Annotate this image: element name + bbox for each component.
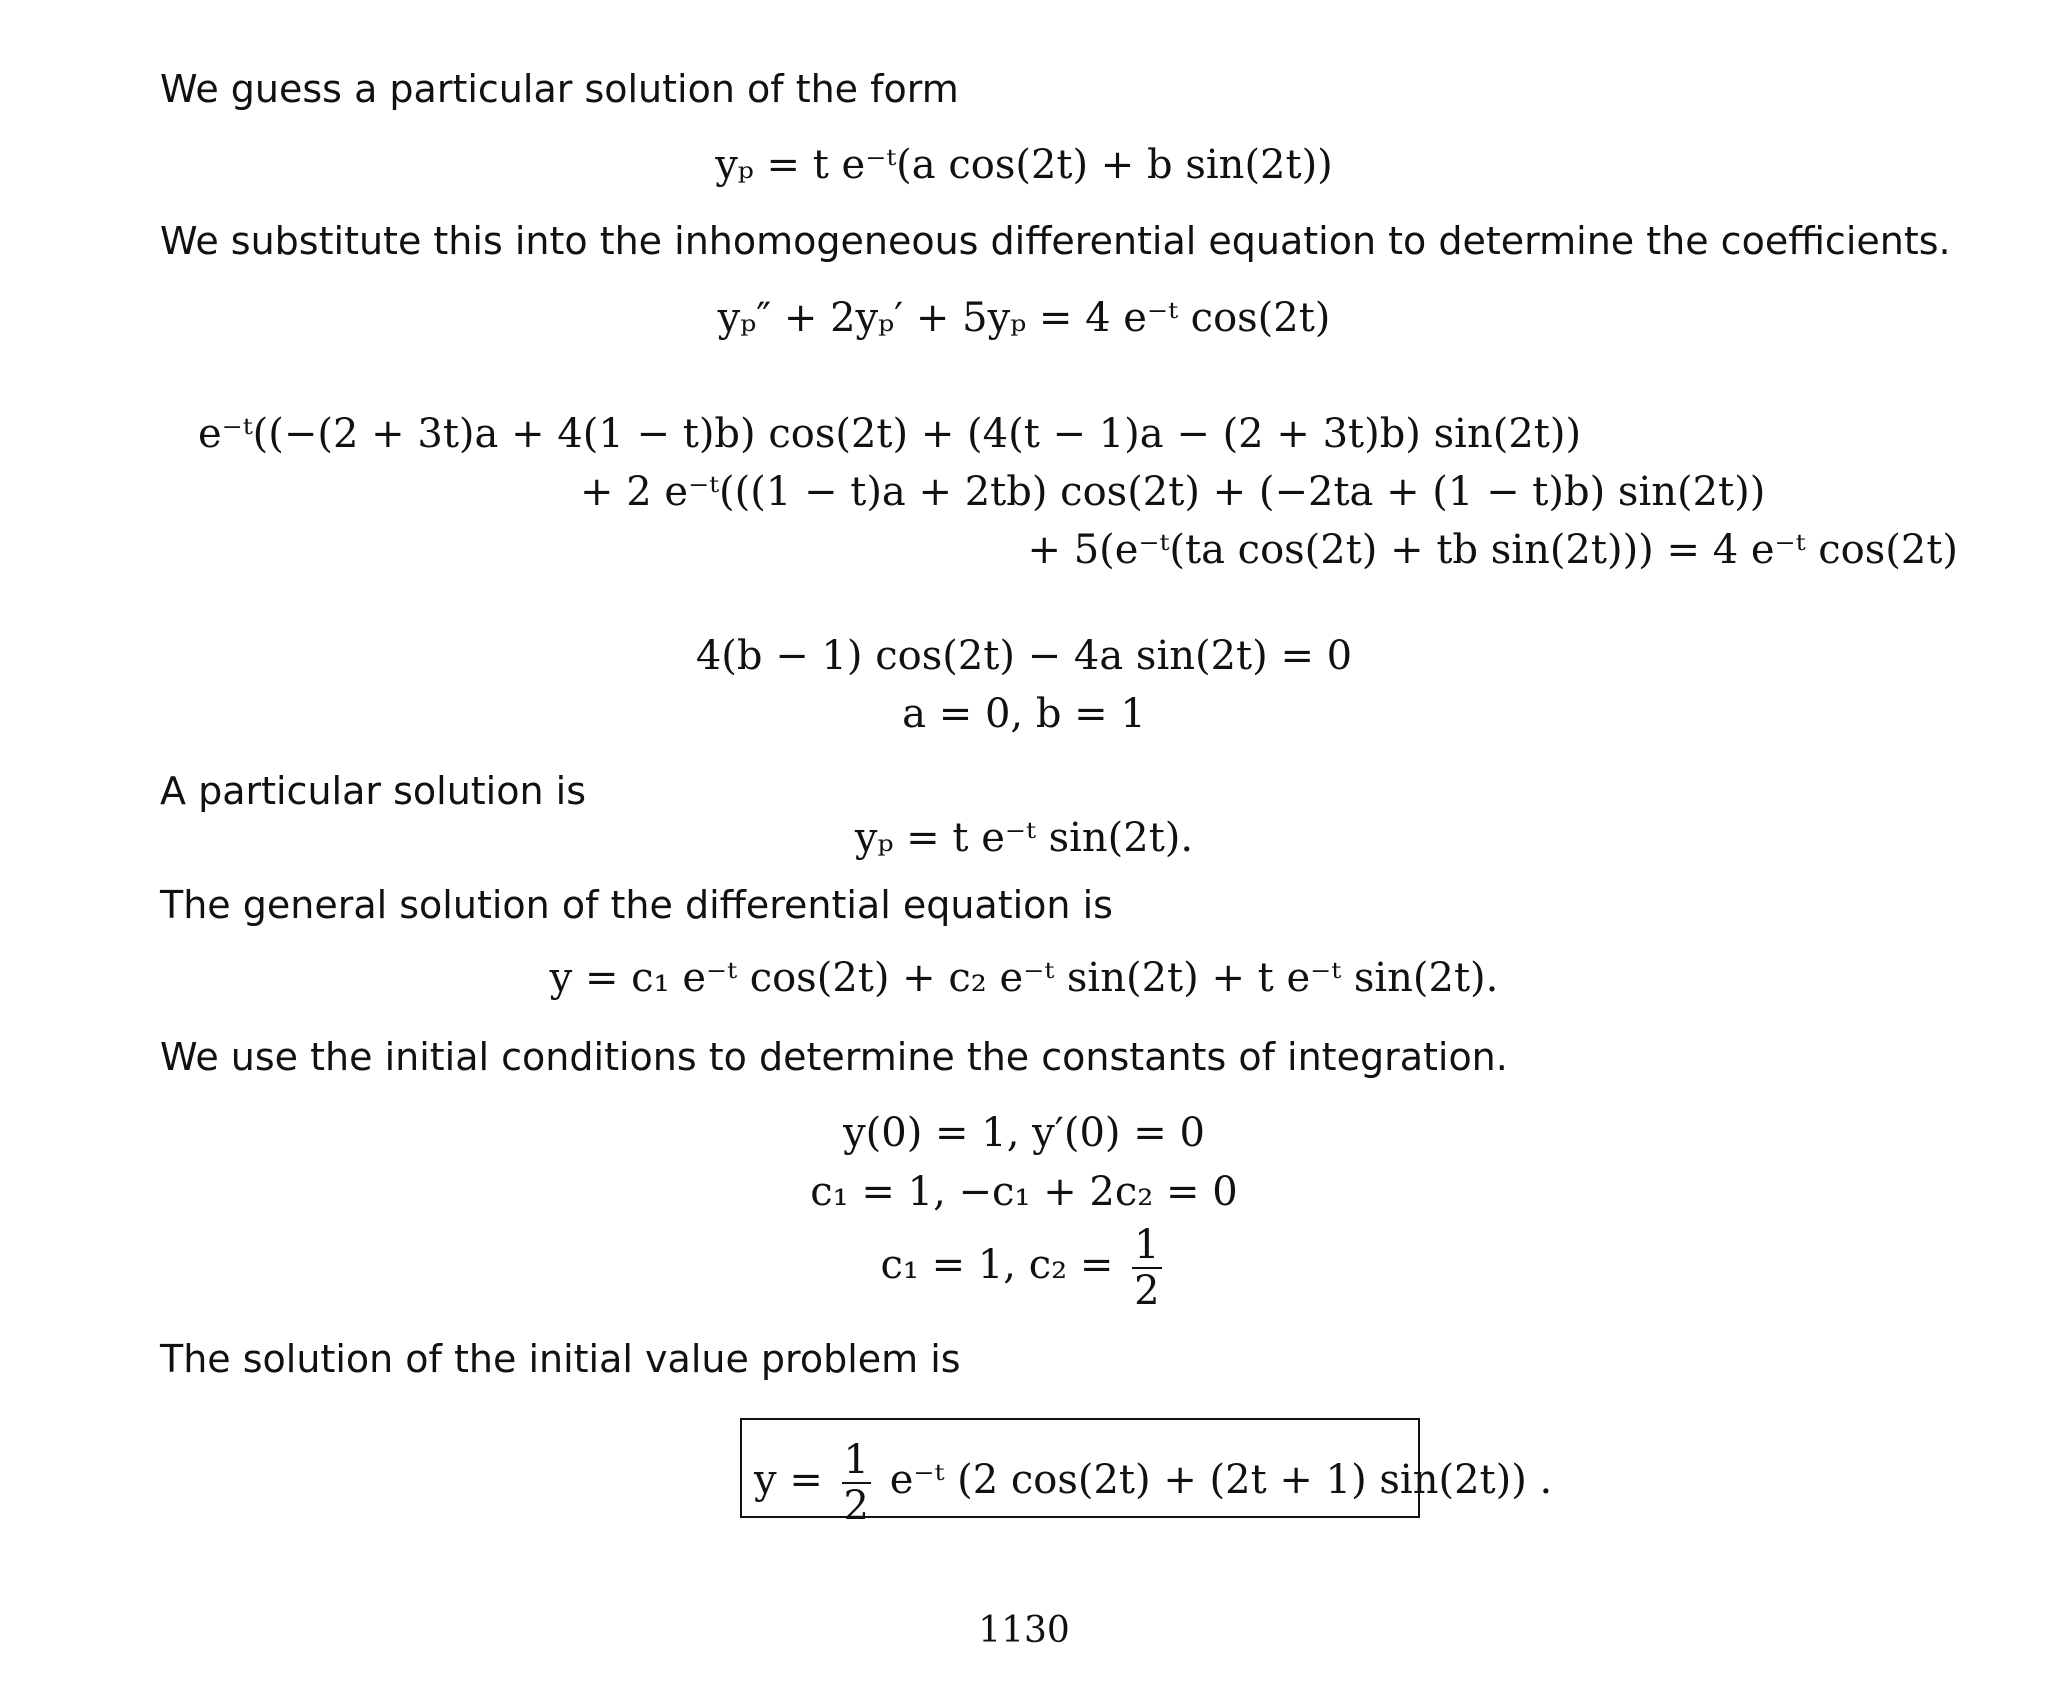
equation-general-solution: y = c₁ e⁻ᵗ cos(2t) + c₂ e⁻ᵗ sin(2t) + t e⁻ᵗ sin(2t). bbox=[549, 955, 1499, 1001]
final-right: e⁻ᵗ (2 cos(2t) + (2t + 1) sin(2t)) . bbox=[889, 1457, 1553, 1503]
equation-final-solution bbox=[754, 1437, 1553, 1529]
equation-guess-form: yₚ = t e⁻ᵗ(a cos(2t) + b sin(2t)) bbox=[715, 142, 1333, 188]
equation-initial-conditions: y(0) = 1, y′(0) = 0 bbox=[843, 1110, 1205, 1156]
final-fraction-denominator: 2 bbox=[843, 1483, 869, 1529]
paragraph-initial-conditions: We use the initial conditions to determine the constants of integration. bbox=[160, 1035, 1508, 1079]
equation-coefficient-values: a = 0, b = 1 bbox=[902, 691, 1146, 737]
paragraph-particular: A particular solution is bbox=[160, 769, 586, 813]
final-fraction-numerator: 1 bbox=[843, 1437, 869, 1483]
equation-constants-values bbox=[0, 1222, 2048, 1314]
equation-ode: yₚ″ + 2yₚ′ + 5yₚ = 4 e⁻ᵗ cos(2t) bbox=[717, 295, 1331, 341]
equation-constants-system: c₁ = 1, −c₁ + 2c₂ = 0 bbox=[810, 1169, 1238, 1215]
equation-particular-solution: yₚ = t e⁻ᵗ sin(2t). bbox=[854, 815, 1194, 861]
final-left: y = bbox=[754, 1457, 823, 1503]
fraction-numerator: 1 bbox=[1134, 1222, 1160, 1268]
equation-substitution-line-2: + 2 e⁻ᵗ(((1 − t)a + 2tb) cos(2t) + (−2ta + (1 − t)b) sin(2t)) bbox=[580, 469, 1766, 515]
fraction-one-half bbox=[1132, 1222, 1161, 1314]
fraction-denominator: 2 bbox=[1134, 1268, 1160, 1314]
equation-substitution-line-3: + 5(e⁻ᵗ(ta cos(2t) + tb sin(2t))) = 4 e⁻ᵗ cos(2t) bbox=[1027, 527, 1958, 573]
boxed-final-solution bbox=[740, 1418, 1553, 1529]
final-fraction bbox=[842, 1437, 871, 1529]
paragraph-guess-intro: We guess a particular solution of the form bbox=[160, 67, 959, 111]
constants-values-left: c₁ = 1, c₂ = bbox=[880, 1242, 1114, 1288]
equation-coefficients: 4(b − 1) cos(2t) − 4a sin(2t) = 0 bbox=[695, 633, 1353, 679]
paragraph-general: The general solution of the differential equation is bbox=[160, 883, 1113, 927]
paragraph-substitute: We substitute this into the inhomogeneous differential equation to determine the coefficients. bbox=[160, 219, 1951, 263]
page-number: 1130 bbox=[978, 1610, 1070, 1651]
equation-substitution-line-1: e⁻ᵗ((−(2 + 3t)a + 4(1 − t)b) cos(2t) + (4(t − 1)a − (2 + 3t)b) sin(2t)) bbox=[198, 411, 1582, 457]
paragraph-solution: The solution of the initial value problem is bbox=[160, 1337, 961, 1381]
